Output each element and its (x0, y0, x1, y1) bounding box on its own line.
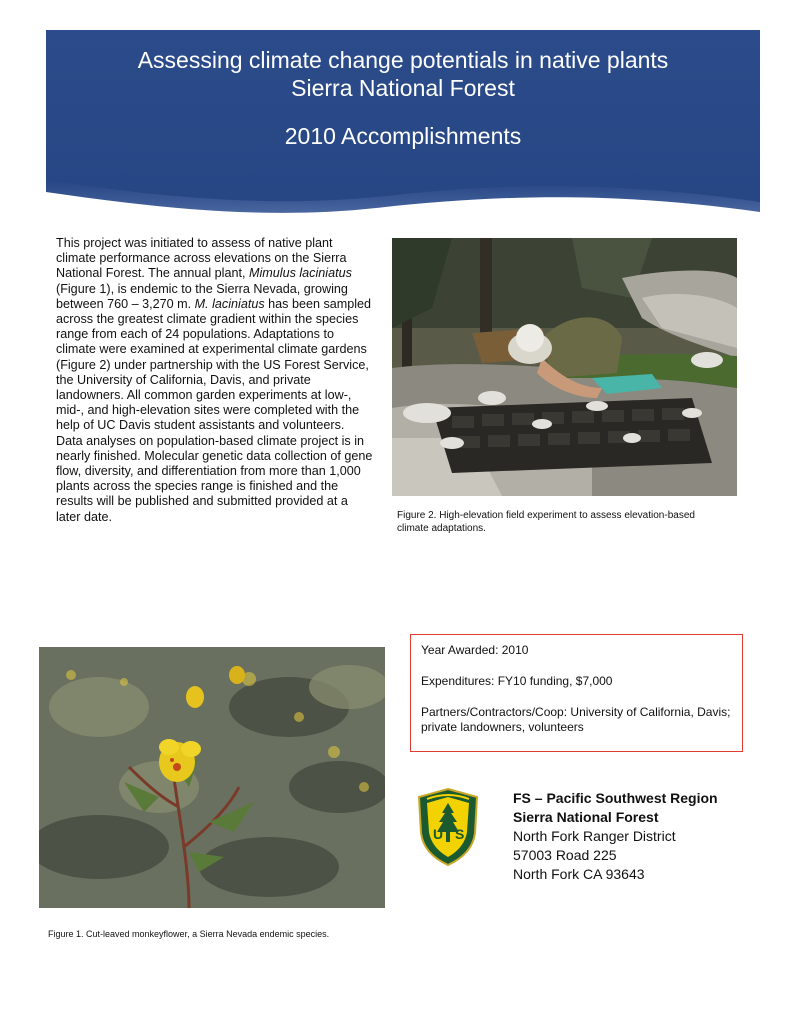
logo-letter-u: U (433, 826, 444, 842)
expenditures: Expenditures: FY10 funding, $7,000 (421, 674, 613, 688)
figure-1-photo (39, 647, 385, 908)
description-part-1: This project was initiated to assess of native plant climate performance across elevations on the Sierra National Forest. The annual plant, (56, 236, 347, 281)
title-line-1: Assessing climate change potentials in native plants (137, 47, 669, 73)
contact-address (513, 789, 763, 884)
project-description (56, 236, 374, 525)
city-address: North Fork CA 93643 (513, 866, 645, 882)
forest-name: Sierra National Forest (513, 809, 659, 825)
figure-2-photo (392, 238, 737, 496)
district-name: North Fork Ranger District (513, 828, 676, 844)
monkeyflower-image (39, 647, 385, 908)
description-part-3: has been sampled across the greatest climate gradient within the species range from each of 24 populations. Adaptations to climate were examined at experimental climate gardens (Figure 2) under partnership with the US Forest Service, the University of California, Davis, and private landowners. All common garden experiments at low-, mid-, and high-elevation sites were completed with the help of UC Davis student assistants and volunteers. Data analyses on population-based climate project is in nearly finished. Molecular genetic data collection of gene flow, diversity, and differentiation from more than 1,000 plants across the species range is finished and the results will be published and submitted provided at a later date. (56, 296, 373, 524)
species-abbreviation: M. laciniatus (194, 296, 265, 311)
partners: Partners/Contractors/Coop: University of California, Davis; private landowners, volunteers (421, 705, 731, 734)
description-part-2: (Figure 1), is endemic to the Sierra Nevada, growing between 760 – 3,270 m. (56, 281, 348, 311)
award-info-box (410, 634, 743, 752)
species-name: Mimulus laciniatus (249, 266, 352, 281)
region-name: FS – Pacific Southwest Region (513, 790, 718, 806)
forest-service-shield-icon (417, 787, 479, 867)
forest-service-logo (417, 787, 479, 867)
title-line-3: 2010 Accomplishments (284, 123, 522, 149)
header-banner (46, 30, 760, 226)
street-address: 57003 Road 225 (513, 847, 617, 863)
logo-letter-s: S (455, 826, 465, 842)
year-awarded: Year Awarded: 2010 (421, 643, 529, 657)
figure-1-caption: Figure 1. Cut-leaved monkeyflower, a Sierra Nevada endemic species. (48, 929, 330, 939)
field-experiment-image (392, 238, 737, 496)
figure-2-caption: Figure 2. High-elevation field experiment to assess elevation-based climate adaptations. (397, 510, 695, 534)
title-line-2: Sierra National Forest (291, 75, 515, 101)
